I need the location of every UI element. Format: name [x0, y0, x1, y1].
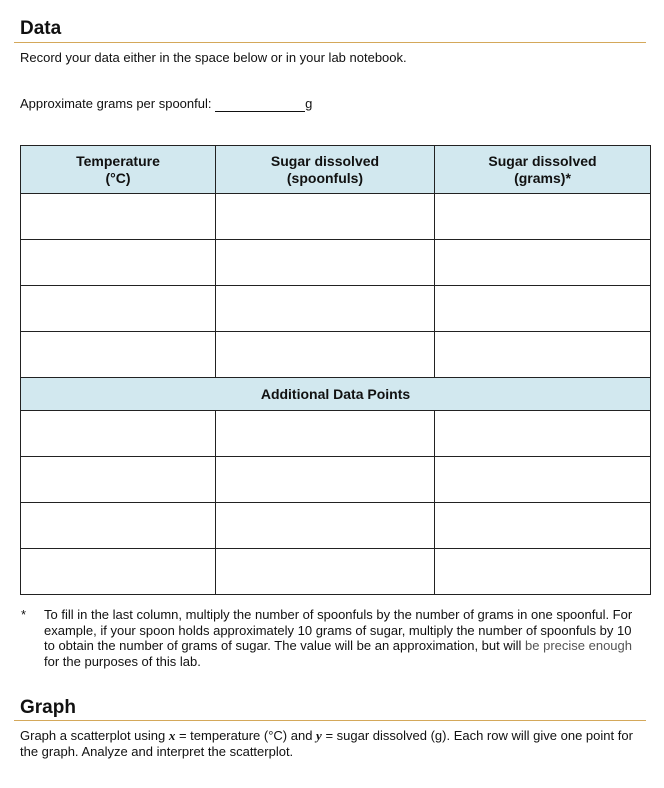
cell[interactable]: [21, 286, 216, 332]
cell[interactable]: [435, 549, 651, 595]
table-row: [21, 194, 651, 240]
table-row: [21, 286, 651, 332]
table-row: [21, 411, 651, 457]
grams-unit: g: [305, 96, 313, 111]
cell[interactable]: [435, 457, 651, 503]
cell[interactable]: [435, 332, 651, 378]
cell[interactable]: [21, 503, 216, 549]
cell[interactable]: [21, 332, 216, 378]
table-row: [21, 332, 651, 378]
cell[interactable]: [21, 240, 216, 286]
table-row: [21, 503, 651, 549]
graph-heading: Graph: [20, 697, 76, 718]
cell[interactable]: [216, 457, 435, 503]
header-sugar-grams: Sugar dissolved (grams)*: [435, 146, 651, 194]
data-heading: Data: [20, 18, 62, 39]
cell[interactable]: [216, 240, 435, 286]
header-temperature: Temperature (°C): [21, 146, 216, 194]
data-table: [20, 145, 651, 595]
cell[interactable]: [21, 411, 216, 457]
cell[interactable]: [216, 503, 435, 549]
cell[interactable]: [435, 286, 651, 332]
grams-input-blank[interactable]: [215, 98, 305, 112]
cell[interactable]: [216, 549, 435, 595]
table-row: [21, 549, 651, 595]
cell[interactable]: [216, 194, 435, 240]
header-sugar-spoonfuls: Sugar dissolved (spoonfuls): [216, 146, 435, 194]
grams-per-spoonful-row: [20, 96, 312, 112]
data-intro: Record your data either in the space below or in your lab notebook.: [20, 50, 407, 65]
cell[interactable]: [216, 411, 435, 457]
graph-divider: [14, 720, 646, 721]
additional-data-header: [21, 378, 651, 411]
additional-data-label: Additional Data Points: [21, 378, 651, 411]
cell[interactable]: [21, 549, 216, 595]
cell[interactable]: [435, 411, 651, 457]
cell[interactable]: [21, 457, 216, 503]
footnote-marker: *: [21, 607, 27, 622]
table-row: [21, 457, 651, 503]
table-header-row: [21, 146, 651, 194]
cell[interactable]: [435, 503, 651, 549]
cell[interactable]: [435, 240, 651, 286]
cell[interactable]: [216, 332, 435, 378]
graph-instructions: Graph a scatterplot using x = temperature (°C) and y = sugar dissolved (g). Each row will give one point for the graph. Analyze and interpret the scatterplot.: [20, 728, 633, 759]
cell[interactable]: [216, 286, 435, 332]
table-row: [21, 240, 651, 286]
cell[interactable]: [435, 194, 651, 240]
footnote-text: To fill in the last column, multiply the number of spoonfuls by the number of grams in one spoonful. For example, if your spoon holds approximately 10 grams of sugar, multiply the number of spoonfuls by 10 to obtain the number of grams of sugar. The value will be an approximation, but will be precise enough for the purposes of this lab.: [44, 607, 633, 669]
data-divider: [14, 42, 646, 43]
cell[interactable]: [21, 194, 216, 240]
grams-label: Approximate grams per spoonful:: [20, 96, 212, 111]
